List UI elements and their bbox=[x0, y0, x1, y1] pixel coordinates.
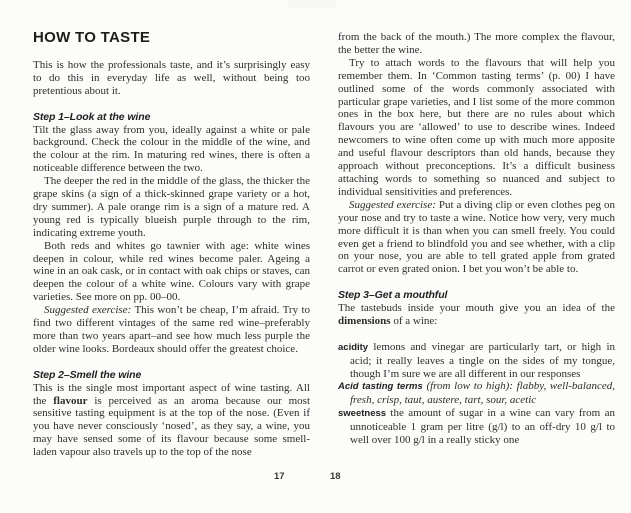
acidity-term-label: acidity bbox=[338, 341, 369, 353]
left-page bbox=[33, 30, 310, 459]
term-item-acid-tasting-terms bbox=[338, 380, 615, 407]
page-number-right: 18 bbox=[330, 471, 341, 482]
step-2-heading: Step 2–Smell the wine bbox=[33, 368, 142, 381]
suggested-exercise-label: Suggested exercise: bbox=[44, 304, 132, 317]
term-item-acidity bbox=[338, 341, 615, 381]
suggested-exercise-text: This won’t be cheap, I’m afraid. Try to find two different vintages of the same red wine–preferably more than two years apart–and see how much less purple the older wine looks. Bordeaux should offer the greatest choice. bbox=[33, 304, 310, 355]
right-page bbox=[338, 31, 615, 447]
dimensions-term-list bbox=[338, 341, 615, 447]
term-item-sweetness bbox=[338, 407, 615, 447]
step-1-paragraph-2: The deeper the red in the middle of the glass, the thicker the grape skins (a sign of a thick-skinned grape variety or a hot, dry summer). A pale orange rim is a sign of a mature red. A young red is typically blueish purple through to the rim, indicating extreme youth. bbox=[33, 175, 310, 239]
step-1-heading: Step 1–Look at the wine bbox=[33, 110, 151, 123]
flavour-bold-term: flavour bbox=[53, 394, 88, 407]
step-2-text-b: is perceived as an aroma because our most sensitive tasting equipment is at the top of the nose. (Even if you have never consciously ‘nosed’, as they say, a wine, you may have sensed some of its flavour because some smell-laden vapour also travels up to the top of the nose bbox=[33, 394, 310, 459]
sweetness-term-label: sweetness bbox=[338, 408, 387, 420]
intro-paragraph: This is how the professionals taste, and it’s surprisingly easy to do this in everyday life as well, without being too pretentious about it. bbox=[33, 59, 310, 97]
step-3-heading: Step 3–Get a mouthful bbox=[338, 289, 448, 302]
attach-words-paragraph: Try to attach words to the flavours that will help you remember them. In ‘Common tasting terms’ (p. 00) I have outlined some of the words commonly associated with particular grape varieties, and I list some of the more common ones in the box here, but there are no rules about which flavours you are ‘allowed’ to use to describe wines. Indeed newcomers to wine often come up with much more apposite and useful flavour descriptors than old hands, because they approach without preconceptions. It’s a difficult business attaching words to something so nuanced and subject to individual sensitivities and preferences. bbox=[338, 56, 615, 198]
scan-artifact bbox=[288, 0, 336, 8]
chapter-heading: HOW TO TASTE bbox=[33, 29, 151, 46]
step-1-exercise-paragraph bbox=[33, 304, 310, 356]
continuation-paragraph: from the back of the mouth.) The more complex the flavour, the better the wine. bbox=[338, 31, 615, 56]
suggested-exercise-label: Suggested exercise: bbox=[349, 198, 436, 211]
step-1-paragraph-1: Tilt the glass away from you, ideally against a white or pale background. Check the colour in the middle of the wine, and the colour at the rim. In maturing red wines, there is often a noticeable difference between the two. bbox=[33, 123, 310, 175]
sweetness-definition: the amount of sugar in a wine can vary from an unnoticeable 1 gram per litre (g/l) to an off-dry 10 g/l to well over 100 g/l in a really sticky one bbox=[350, 407, 615, 447]
suggested-exercise-text: Put a diving clip or even clothes peg on your nose and try to taste a wine. Notice how very, very much more difficult it is than when you can smell freely. You could even get a friend to blindfold you and see whether, with a clip on your nose, you are able to tell grated apple from grated carrot or even grated onion. I bet you won’t be able to. bbox=[338, 198, 615, 276]
dimensions-bold-term: dimensions bbox=[338, 314, 391, 327]
step-1-paragraph-3: Both reds and whites go tawnier with age: white wines deepen in colour, while red wines become paler. Ageing a wine in an oak cask, or in contact with oak chips or staves, can deepen the colour of a white wine. Colours vary with grape varieties. See more on pp. 00–00. bbox=[33, 239, 310, 304]
acid-tasting-terms-label: Acid tasting terms bbox=[338, 381, 423, 393]
step-2-paragraph-1 bbox=[33, 382, 310, 459]
step-3-paragraph-1 bbox=[338, 302, 615, 328]
step-3-text-a: The tastebuds inside your mouth give you an idea of the bbox=[338, 302, 615, 315]
step-2-exercise-paragraph bbox=[338, 199, 615, 276]
acid-tasting-terms-definition: (from low to high): flabby, well-balanced, fresh, crisp, taut, austere, tart, sour, acetic bbox=[350, 380, 615, 407]
step-3-text-b: of a wine: bbox=[390, 314, 438, 327]
step-2-text-a: This is the single most important aspect of wine tasting. All the bbox=[33, 381, 310, 407]
page-number-left: 17 bbox=[274, 471, 285, 482]
acidity-definition: lemons and vinegar are particularly tart, or high in acid; it really leaves a tingle on the sides of my tongue, though I’m sure we are all different in our responses bbox=[350, 340, 615, 380]
